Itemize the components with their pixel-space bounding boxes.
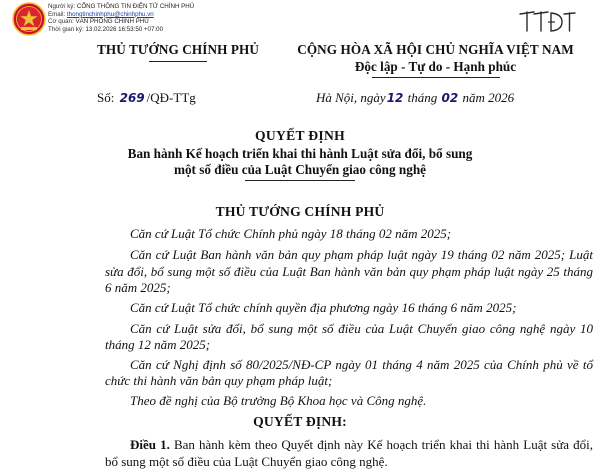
month-value: 02 <box>441 91 459 105</box>
sign-time-line: Thời gian ký: 13.02.2026 16:53:50 +07:00 <box>48 25 164 33</box>
number-value: 269 <box>119 91 145 105</box>
national-motto: Độc lập - Tự do - Hạnh phúc <box>354 59 517 74</box>
digital-signature-block <box>12 2 262 40</box>
title-line-2: một số điều của Luật Chuyển giao công nghệ <box>173 162 427 177</box>
issuer-name: THỦ TƯỚNG CHÍNH PHỦ <box>97 42 259 57</box>
agency-line: Cơ quan: VĂN PHÒNG CHÍNH PHỦ <box>48 18 149 26</box>
email-line: Email: thongtinchinhphu@chinhphu.vn <box>48 10 154 18</box>
basis-item: Theo đề nghị của Bộ trưởng Bộ Khoa học và Công nghệ. <box>130 392 427 408</box>
document-number: Số: 269 /QĐ-TTg <box>97 90 196 105</box>
day-value: 12 <box>386 91 404 105</box>
basis-item: Căn cứ Luật sửa đổi, bổ sung một số điều của Luật Chuyển giao công nghệ ngày 10 tháng 12 năm 2025; <box>105 320 593 352</box>
article-1-lead: Điều 1. <box>130 437 170 452</box>
basis-item: Căn cứ Nghị định số 80/2025/NĐ-CP ngày 01 tháng 4 năm 2025 của Chính phủ về tổ chức thi hành văn bản quy phạm pháp luật; <box>105 356 593 388</box>
basis-item: Căn cứ Luật Tổ chức Chính phủ ngày 18 tháng 02 năm 2025; <box>130 226 452 241</box>
basis-item: Căn cứ Luật Ban hành văn bản quy phạm pháp luật ngày 19 tháng 02 năm 2025; Luật sửa đổi, bổ sung một số điều của Luật Ban hành văn bản quy phạm pháp luật ngày 25 tháng 6 năm 2025; <box>105 247 593 295</box>
motto-underline <box>372 77 500 78</box>
basis-item: Căn cứ Luật Tổ chức chính quyền địa phương ngày 16 tháng 6 năm 2025; <box>130 299 517 315</box>
document-title-block <box>0 128 600 181</box>
place-and-date: Hà Nội, ngày12 tháng 02 năm 2026 <box>316 90 515 105</box>
document-type: QUYẾT ĐỊNH <box>255 128 345 143</box>
nation-name: CỘNG HÒA XÃ HỘI CHỦ NGHĨA VIỆT NAM <box>297 42 574 57</box>
article-1-text: Ban hành kèm theo Quyết định này Kế hoạch triển khai thi hành Luật sửa đổi, bổ sung một số điều của Luật Chuyển giao công nghệ. <box>105 437 594 469</box>
title-line-1: Ban hành Kế hoạch triển khai thi hành Luật sửa đổi, bổ sung <box>127 146 473 161</box>
handwritten-mark <box>518 8 576 34</box>
issuer-header <box>78 42 278 62</box>
legal-bases <box>105 226 593 414</box>
title-underline <box>245 180 355 181</box>
decision-heading: QUYẾT ĐỊNH: <box>253 414 347 429</box>
signature-details <box>48 3 194 33</box>
signer-line: Người ký: CỔNG THÔNG TIN ĐIỆN TỬ CHÍNH PHỦ <box>48 3 195 10</box>
national-emblem-icon <box>12 2 46 36</box>
article-1 <box>105 437 593 470</box>
email-link[interactable]: thongtinchinhphu@chinhphu.vn <box>66 10 154 18</box>
national-header <box>283 42 588 78</box>
issuer-underline <box>149 61 207 62</box>
authority-heading: THỦ TƯỚNG CHÍNH PHỦ <box>215 204 385 219</box>
